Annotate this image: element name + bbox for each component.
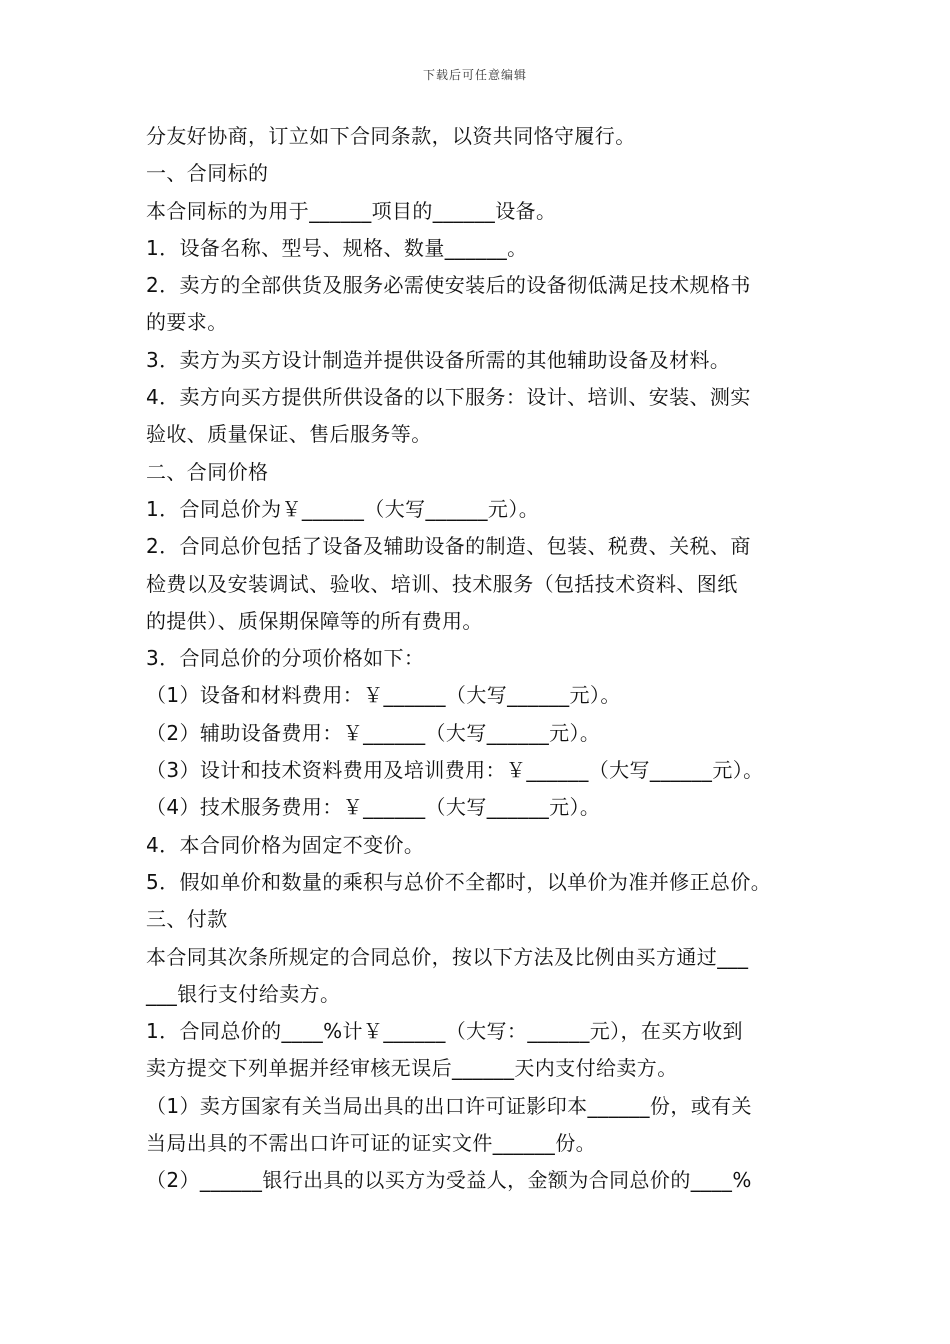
section-heading: 三、付款 [146, 907, 228, 932]
text-line: 分友好协商，订立如下合同条款，以资共同恪守履行。 [146, 124, 636, 148]
page-header-note: 下载后可任意编辑 [422, 68, 527, 82]
text-line: 的要求。 [146, 310, 228, 335]
text-line: 的提供）、质保期保障等的所有费用。 [146, 608, 483, 633]
text-line: （3）设计和技术资料费用及培训费用：￥______（大写______元）。 [146, 758, 764, 783]
text-line: （2）辅助设备费用：￥______（大写______元）。 [146, 720, 601, 745]
text-line: 1．合同总价为￥______（大写______元）。 [146, 496, 540, 521]
text-line: 4．卖方向买方提供所供设备的以下服务：设计、培训、安装、测实 [146, 385, 751, 410]
text-line: 1．设备名称、型号、规格、数量______。 [146, 235, 528, 260]
text-line: 2．卖方的全部供货及服务必需使安装后的设备彻低满足技术规格书 [146, 273, 751, 298]
text-line: 验收、质量保证、售后服务等。 [146, 422, 432, 447]
text-line: 3．卖方为买方设计制造并提供设备所需的其他辅助设备及材料。 [146, 347, 731, 372]
text-line: 3．合同总价的分项价格如下： [146, 646, 425, 671]
text-line: ___银行支付给卖方。 [146, 981, 341, 1006]
text-line: 1．合同总价的____%计￥______（大写：______元），在买方收到 [146, 1019, 743, 1044]
section-heading: 二、合同价格 [146, 459, 269, 484]
text-line: （1）设备和材料费用：￥______（大写______元）。 [146, 683, 621, 708]
text-line: （2）______银行出具的以买方为受益人，金额为合同总价的____% [146, 1168, 752, 1193]
text-line: 卖方提交下列单据并经审核无误后______天内支付给卖方。 [146, 1056, 678, 1081]
text-line: 5．假如单价和数量的乘积与总价不全都时，以单价为准并修正总价。 [146, 869, 772, 894]
text-line: 本合同标的为用于______项目的______设备。 [146, 198, 557, 223]
section-heading: 一、合同标的 [146, 161, 269, 186]
text-line: 当局出具的不需出口许可证的证实文件______份。 [146, 1131, 596, 1156]
document-body [146, 118, 826, 1200]
text-line: 本合同其次条所规定的合同总价，按以下方法及比例由买方通过___ [146, 944, 749, 969]
text-line: 检费以及安装调试、验收、培训、技术服务（包括技术资料、图纸 [146, 571, 738, 596]
text-line: （4）技术服务费用：￥______（大写______元）。 [146, 795, 601, 820]
text-line: （1）卖方国家有关当局出具的出口许可证影印本______份，或有关 [146, 1093, 752, 1118]
text-line: 2．合同总价包括了设备及辅助设备的制造、包装、税费、关税、商 [146, 534, 751, 559]
text-line: 4．本合同价格为固定不变价。 [146, 832, 425, 857]
